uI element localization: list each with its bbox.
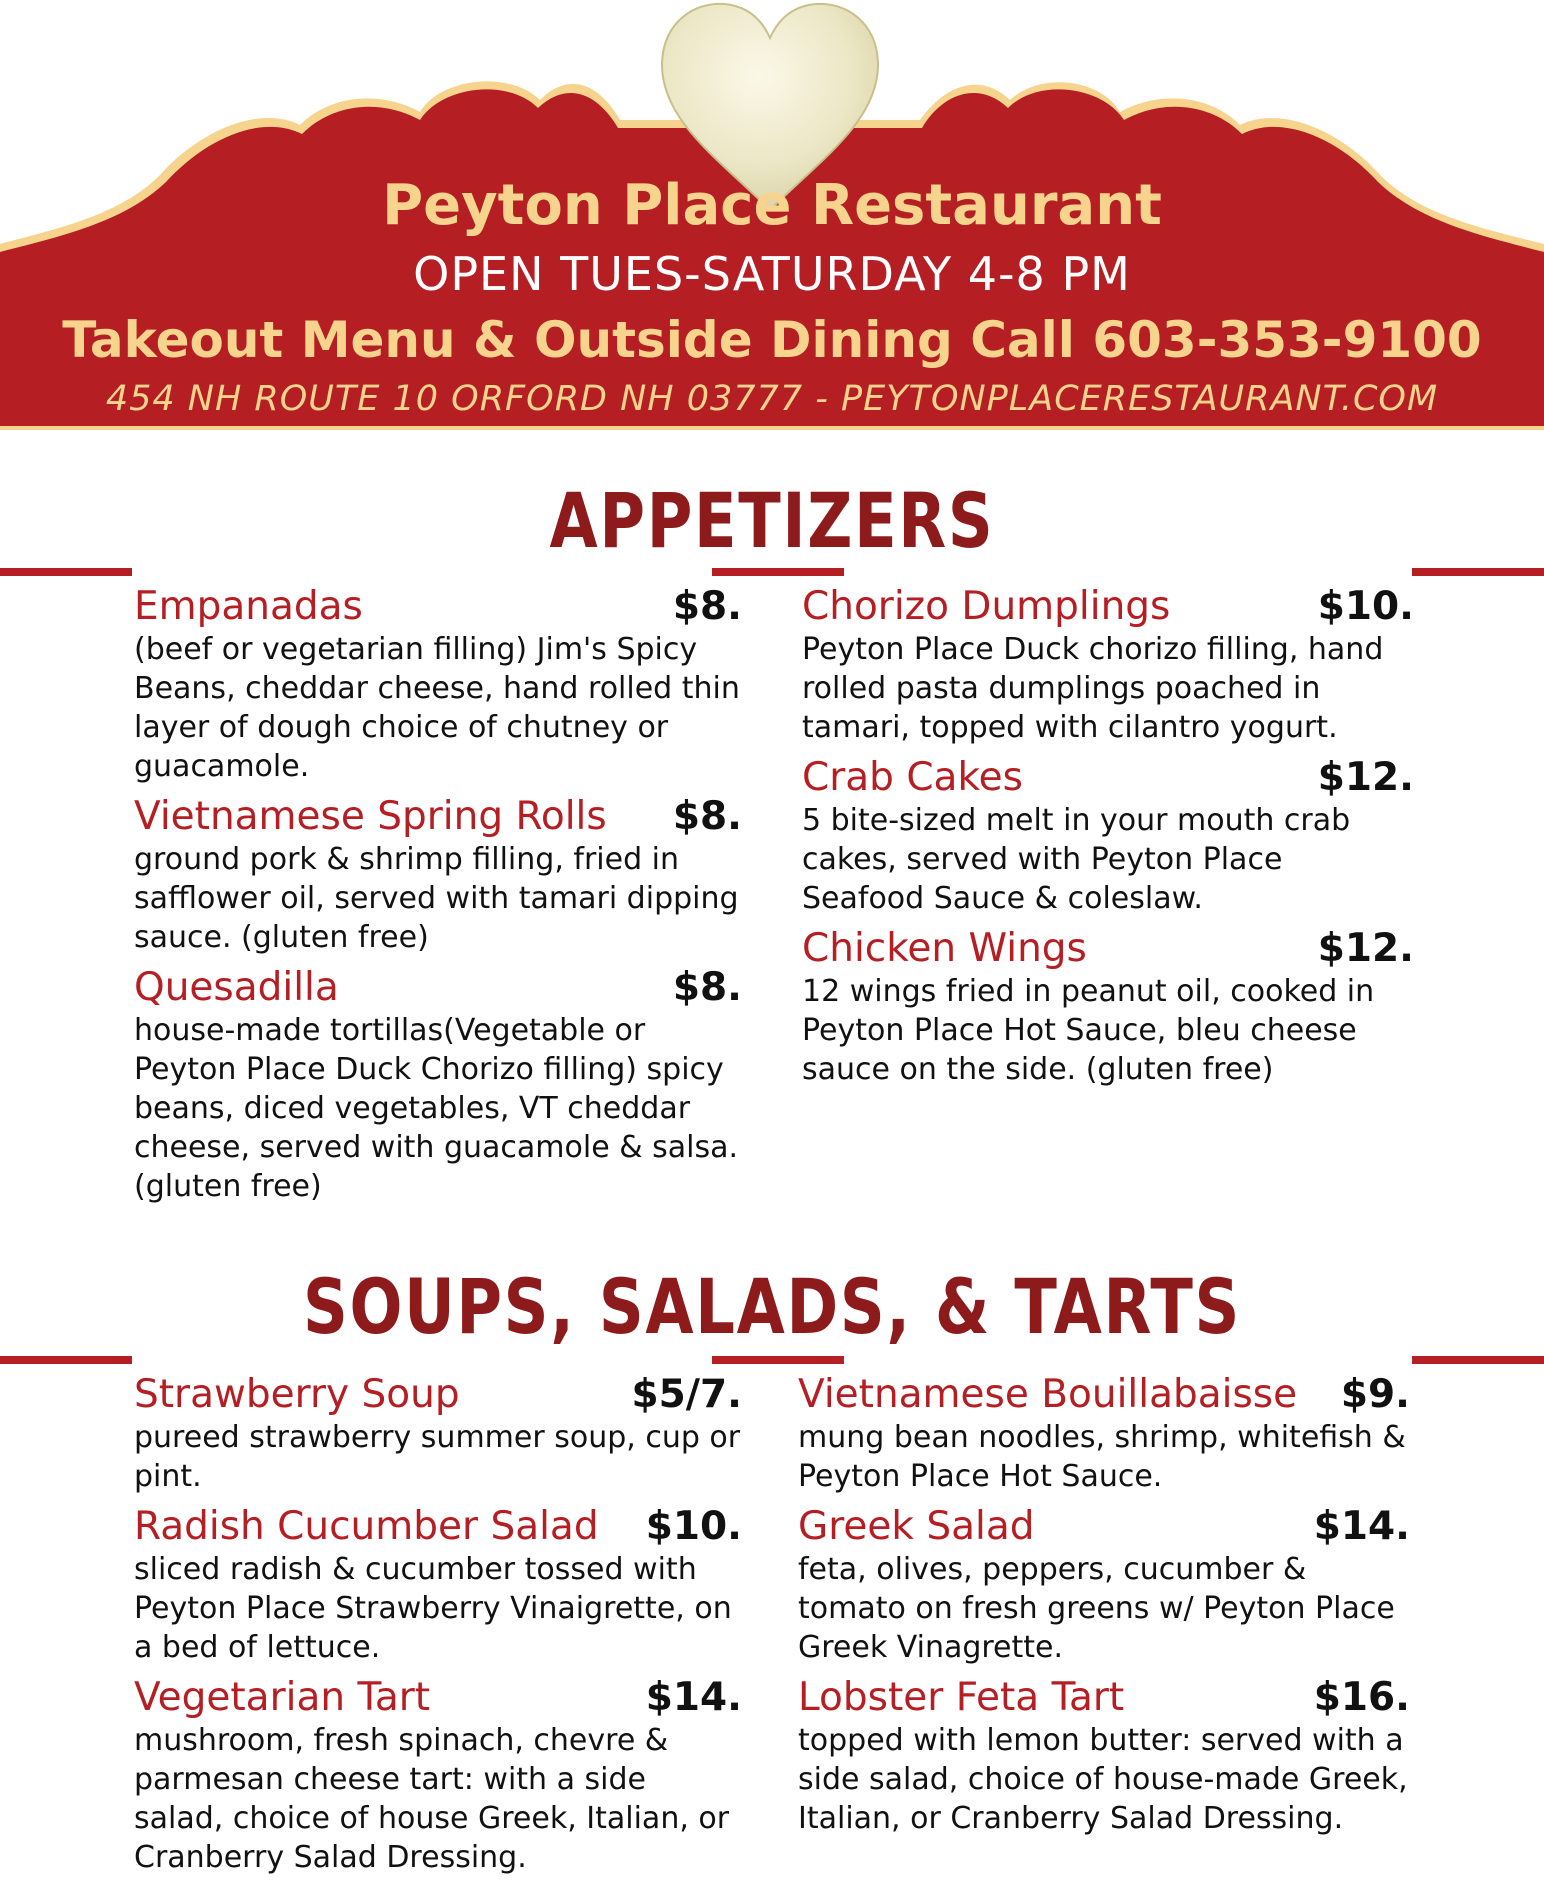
item-description: mung bean noodles, shrimp, whitefish & Peyton Place Hot Sauce. [798,1420,1406,1494]
menu-item [134,584,742,786]
item-description: house-made tortillas(Vegetable or Peyton Place Duck Chorizo filling) spicy beans, diced vegetables, VT cheddar cheese, served with guacamole & salsa. (gluten free) [134,1013,739,1204]
item-description: sliced radish & cucumber tossed with Peyton Place Strawberry Vinaigrette, on a bed of lettuce. [134,1552,732,1665]
item-name: Chicken Wings [802,926,1087,971]
item-price: $12. [1317,755,1414,800]
menu-item [798,1504,1410,1667]
item-description: Peyton Place Duck chorizo filling, hand rolled pasta dumplings poached in tamari, topped with cilantro yogurt. [802,632,1384,745]
item-price: $14. [645,1675,742,1720]
section-title-soups-salads-tarts: SOUPS, SALADS, & TARTS [302,1262,1242,1351]
item-description: 5 bite-sized melt in your mouth crab cakes, served with Peyton Place Seafood Sauce & coleslaw. [802,803,1351,916]
menu-item [134,794,742,957]
menu-item [802,584,1414,747]
soups-left-column [134,1372,742,1877]
opening-hours: OPEN TUES-SATURDAY 4-8 PM [413,247,1131,301]
item-description: (beef or vegetarian filling) Jim's Spicy Beans, cheddar cheese, hand rolled thin layer of dough choice of chutney or guacamole. [134,632,740,784]
appetizers-left-column [134,584,742,1206]
divider-left [0,1356,132,1364]
menu-item [134,1675,742,1877]
item-name: Empanadas [134,584,363,629]
divider-center [712,1356,844,1364]
item-name: Vietnamese Bouillabaisse [798,1372,1298,1417]
menu-item [134,965,742,1206]
soups-right-column [798,1372,1410,1838]
item-name: Chorizo Dumplings [802,584,1171,629]
menu-item [134,1372,742,1496]
menu-item [134,1504,742,1667]
item-name: Quesadilla [134,965,339,1010]
item-price: $10. [645,1504,742,1549]
section-title-appetizers: APPETIZERS [549,476,995,565]
item-description: feta, olives, peppers, cucumber & tomato on fresh greens w/ Peyton Place Greek Vinagrette. [798,1552,1395,1665]
item-name: Vegetarian Tart [134,1675,431,1720]
header-banner [0,0,1544,430]
item-price: $8. [672,794,742,839]
menu-item [798,1675,1410,1838]
menu-item [798,1372,1410,1496]
appetizers-right-column [802,584,1414,1089]
item-price: $9. [1340,1372,1410,1417]
item-price: $8. [672,584,742,629]
item-price: $10. [1317,584,1414,629]
item-price: $16. [1313,1675,1410,1720]
item-description: topped with lemon butter: served with a side salad, choice of house-made Greek, Italian, or Cranberry Salad Dressing. [798,1723,1408,1836]
item-price: $8. [672,965,742,1010]
takeout-phone: Takeout Menu & Outside Dining Call 603-353-9100 [62,311,1482,369]
menu-item [802,926,1414,1089]
item-name: Radish Cucumber Salad [134,1504,599,1549]
item-price: $5/7. [631,1372,742,1417]
menu-item [802,755,1414,918]
item-name: Vietnamese Spring Rolls [134,794,607,839]
divider-center [712,568,844,576]
item-description: pureed strawberry summer soup, cup or pint. [134,1420,741,1494]
restaurant-name: Peyton Place Restaurant [382,173,1162,238]
address-website: 454 NH ROUTE 10 ORFORD NH 03777 - PEYTONPLACERESTAURANT.COM [105,379,1439,419]
item-name: Crab Cakes [802,755,1023,800]
divider-left [0,568,132,576]
divider-right [1412,568,1544,576]
item-description: ground pork & shrimp filling, fried in safflower oil, served with tamari dipping sauce. (gluten free) [134,842,739,955]
item-price: $14. [1313,1504,1410,1549]
item-name: Lobster Feta Tart [798,1675,1125,1720]
item-price: $12. [1317,926,1414,971]
item-description: 12 wings fried in peanut oil, cooked in Peyton Place Hot Sauce, bleu cheese sauce on the side. (gluten free) [802,974,1375,1087]
item-description: mushroom, fresh spinach, chevre & parmesan cheese tart: with a side salad, choice of house Greek, Italian, or Cranberry Salad Dressing. [134,1723,730,1875]
item-name: Greek Salad [798,1504,1035,1549]
divider-right [1412,1356,1544,1364]
item-name: Strawberry Soup [134,1372,460,1417]
